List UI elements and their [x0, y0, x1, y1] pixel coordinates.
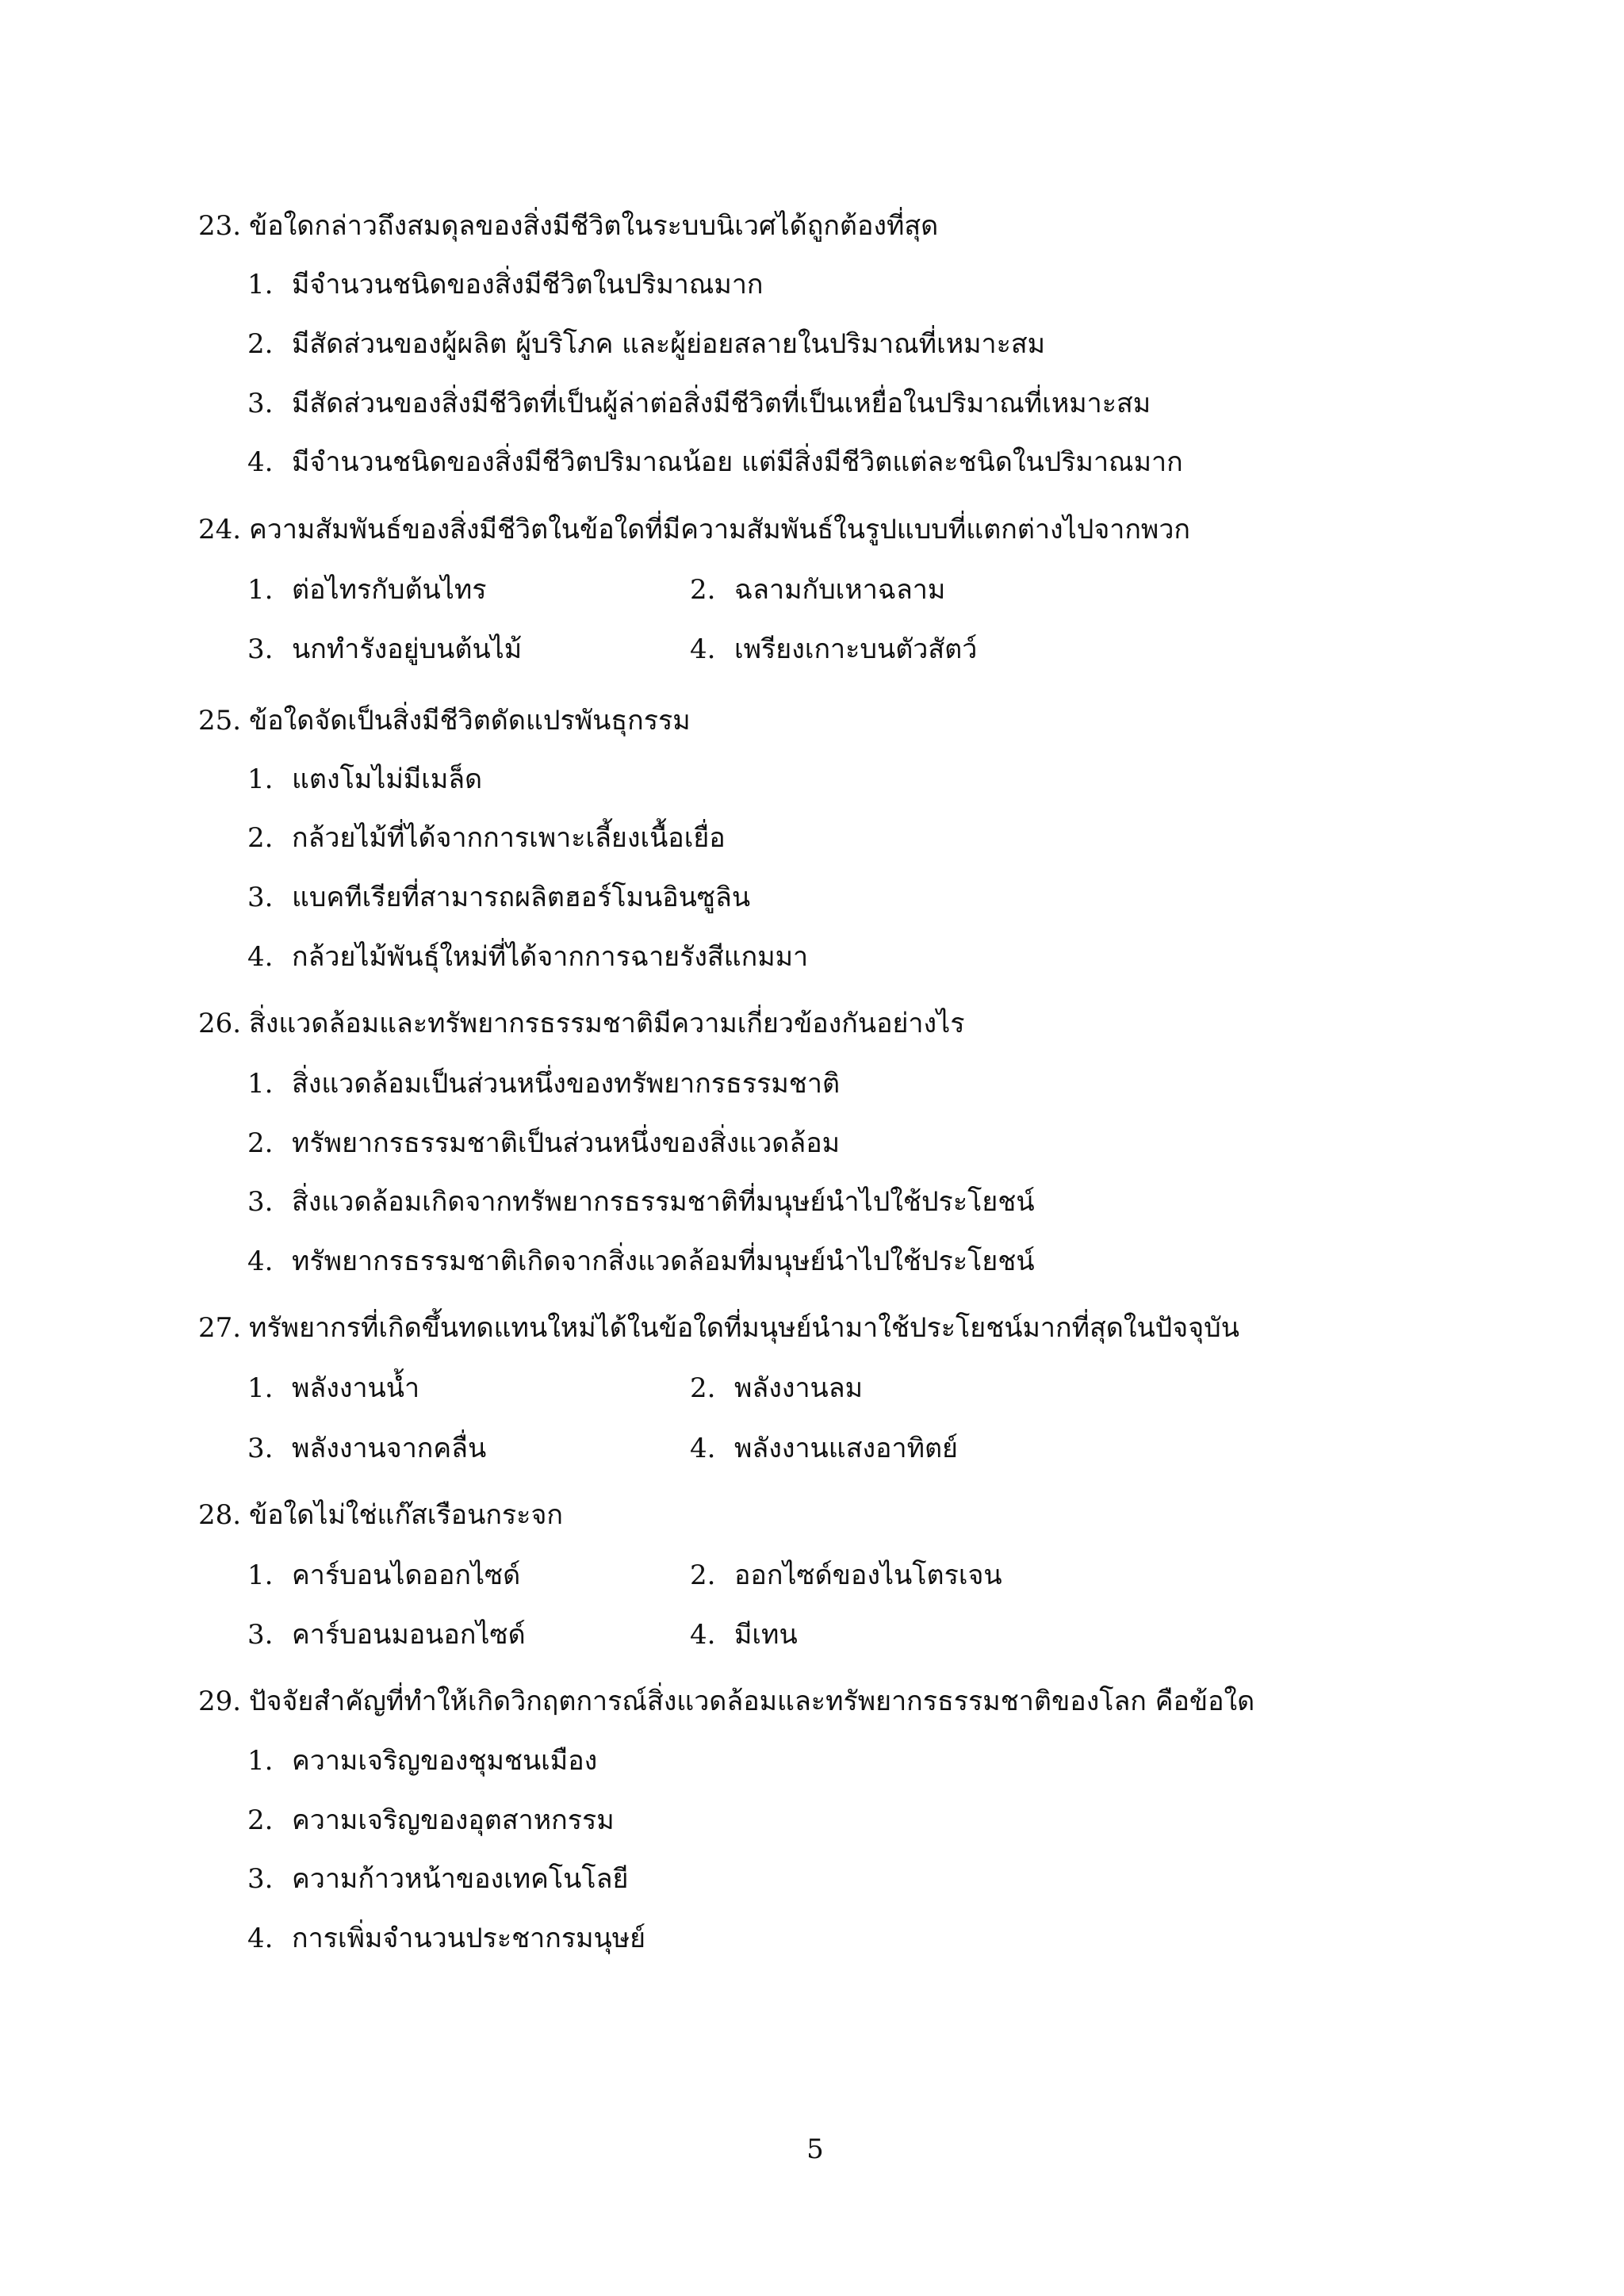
question-text: ปัจจัยสำคัญที่ทำให้เกิดวิกฤตการณ์สิ่งแวดล้อมและทรัพยากรธรรมชาติของโลก คือข้อใด [249, 1686, 1255, 1717]
option-text: พลังงานจากคลื่น [292, 1433, 487, 1464]
question-28 [198, 1499, 1507, 1531]
question-number: 25. [198, 705, 242, 737]
option-25-4 [247, 941, 809, 973]
option-text: ต่อไทรกับต้นไทร [292, 574, 487, 606]
question-27 [198, 1312, 1507, 1344]
question-number: 28. [198, 1499, 242, 1531]
option-number: 3. [247, 882, 274, 913]
question-number: 24. [198, 514, 242, 545]
option-text: ทรัพยากรธรรมชาติเป็นส่วนหนึ่งของสิ่งแวดล้อม [292, 1127, 841, 1159]
question-29 [198, 1688, 1507, 1715]
option-number: 4. [690, 1619, 716, 1651]
option-text: สิ่งแวดล้อมเป็นส่วนหนึ่งของทรัพยากรธรรมชาติ [292, 1068, 841, 1100]
question-number: 23. [198, 210, 242, 242]
option-text: นกทำรังอยู่บนต้นไม้ [292, 633, 523, 665]
option-number: 1. [247, 1745, 274, 1777]
option-number: 2. [690, 1559, 716, 1591]
option-number: 4. [247, 446, 274, 478]
option-text: กล้วยไม้ที่ได้จากการเพาะเลี้ยงเนื้อเยื่อ [292, 822, 726, 854]
question-23 [198, 210, 1507, 242]
option-23-2 [247, 328, 1046, 360]
option-number: 2. [690, 1372, 716, 1404]
question-text: ความสัมพันธ์ของสิ่งมีชีวิตในข้อใดที่มีความสัมพันธ์ในรูปแบบที่แตกต่างไปจากพวก [249, 514, 1191, 545]
option-text: มีสัดส่วนของสิ่งมีชีวิตที่เป็นผู้ล่าต่อสิ่งมีชีวิตที่เป็นเหยื่อในปริมาณที่เหมาะสม [292, 388, 1151, 419]
option-number: 3. [247, 1433, 274, 1464]
option-29-4 [247, 1925, 645, 1952]
option-number: 1. [247, 269, 274, 300]
option-24-4 [690, 633, 978, 665]
option-26-2 [247, 1127, 841, 1159]
question-text: ข้อใดกล่าวถึงสมดุลของสิ่งมีชีวิตในระบบนิเวศได้ถูกต้องที่สุด [249, 210, 939, 242]
question-number: 26. [198, 1008, 242, 1039]
question-text: ข้อใดไม่ใช่แก๊สเรือนกระจก [249, 1499, 563, 1531]
option-text: พลังงานน้ำ [292, 1372, 420, 1404]
option-text: มีจำนวนชนิดของสิ่งมีชีวิตปริมาณน้อย แต่มีสิ่งมีชีวิตแต่ละชนิดในปริมาณมาก [292, 446, 1183, 478]
option-text: กล้วยไม้พันธุ์ใหม่ที่ได้จากการฉายรังสีแกมมา [292, 941, 809, 973]
option-number: 2. [247, 328, 274, 360]
option-number: 2. [247, 1127, 274, 1159]
option-text: ความก้าวหน้าของเทคโนโลยี [292, 1863, 629, 1895]
option-25-2 [247, 822, 726, 854]
option-text: เพรียงเกาะบนตัวสัตว์ [734, 633, 978, 665]
option-25-3 [247, 884, 750, 911]
option-24-1 [247, 574, 487, 606]
option-text: มีเทน [734, 1619, 798, 1651]
option-24-2 [690, 574, 946, 606]
option-24-3 [247, 633, 523, 665]
question-25 [198, 705, 1507, 737]
option-number: 3. [247, 633, 274, 665]
option-number: 4. [247, 1923, 274, 1954]
option-text: พลังงานลม [734, 1372, 864, 1404]
option-29-2 [247, 1804, 615, 1836]
option-23-3 [247, 390, 1151, 417]
option-text: แบคทีเรียที่สามารถผลิตฮอร์โมนอินซูลิน [292, 882, 751, 913]
option-number: 3. [247, 1863, 274, 1895]
option-text: แตงโมไม่มีเมล็ด [292, 763, 483, 795]
option-number: 4. [690, 1433, 716, 1464]
option-number: 3. [247, 1619, 274, 1651]
option-text: ออกไซด์ของไนโตรเจน [734, 1559, 1002, 1591]
option-text: มีจำนวนชนิดของสิ่งมีชีวิตในปริมาณมาก [292, 269, 764, 300]
option-number: 2. [690, 574, 716, 606]
option-text: ความเจริญของชุมชนเมือง [292, 1745, 598, 1777]
option-23-4 [247, 446, 1183, 478]
option-text: การเพิ่มจำนวนประชากรมนุษย์ [292, 1923, 646, 1954]
question-number: 29. [198, 1686, 242, 1717]
option-text: มีสัดส่วนของผู้ผลิต ผู้บริโภค และผู้ย่อยสลายในปริมาณที่เหมาะสม [292, 328, 1046, 360]
option-text: สิ่งแวดล้อมเกิดจากทรัพยากรธรรมชาติที่มนุษย์นำไปใช้ประโยชน์ [292, 1186, 1035, 1218]
question-text: ข้อใดจัดเป็นสิ่งมีชีวิตดัดแปรพันธุกรรม [249, 705, 691, 737]
option-number: 4. [690, 633, 716, 665]
option-28-3 [247, 1619, 526, 1651]
option-27-1 [247, 1372, 420, 1404]
option-26-3 [247, 1186, 1035, 1218]
option-number: 2. [247, 1804, 274, 1836]
option-number: 1. [247, 1372, 274, 1404]
option-27-3 [247, 1435, 486, 1462]
option-28-2 [690, 1559, 1002, 1591]
question-number: 27. [198, 1312, 242, 1344]
option-number: 4. [247, 941, 274, 973]
option-23-1 [247, 271, 764, 298]
option-26-1 [247, 1068, 841, 1100]
option-27-2 [690, 1372, 864, 1404]
option-28-4 [690, 1619, 798, 1651]
option-number: 1. [247, 1559, 274, 1591]
question-text: ทรัพยากรที่เกิดขึ้นทดแทนใหม่ได้ในข้อใดที่มนุษย์นำมาใช้ประโยชน์มากที่สุดในปัจจุบัน [249, 1312, 1239, 1344]
option-text: พลังงานแสงอาทิตย์ [734, 1433, 958, 1464]
option-text: คาร์บอนมอนอกไซด์ [292, 1619, 526, 1651]
question-text: สิ่งแวดล้อมและทรัพยากรธรรมชาติมีความเกี่ยวข้องกันอย่างไร [249, 1008, 965, 1039]
option-29-3 [247, 1863, 629, 1895]
option-number: 2. [247, 822, 274, 854]
option-text: ความเจริญของอุตสาหกรรม [292, 1804, 615, 1836]
option-number: 1. [247, 763, 274, 795]
page-number: 5 [806, 2133, 824, 2165]
question-24 [198, 516, 1507, 543]
option-number: 3. [247, 1186, 274, 1218]
option-26-4 [247, 1248, 1035, 1275]
option-number: 3. [247, 388, 274, 419]
option-number: 4. [247, 1246, 274, 1277]
question-26 [198, 1010, 1507, 1037]
option-number: 1. [247, 1068, 274, 1100]
option-29-1 [247, 1745, 598, 1777]
option-number: 1. [247, 574, 274, 606]
option-text: คาร์บอนไดออกไซด์ [292, 1559, 521, 1591]
option-28-1 [247, 1559, 521, 1591]
option-text: ฉลามกับเหาฉลาม [734, 574, 946, 606]
option-27-4 [690, 1435, 958, 1462]
option-25-1 [247, 763, 483, 795]
option-text: ทรัพยากรธรรมชาติเกิดจากสิ่งแวดล้อมที่มนุษย์นำไปใช้ประโยชน์ [292, 1246, 1035, 1277]
